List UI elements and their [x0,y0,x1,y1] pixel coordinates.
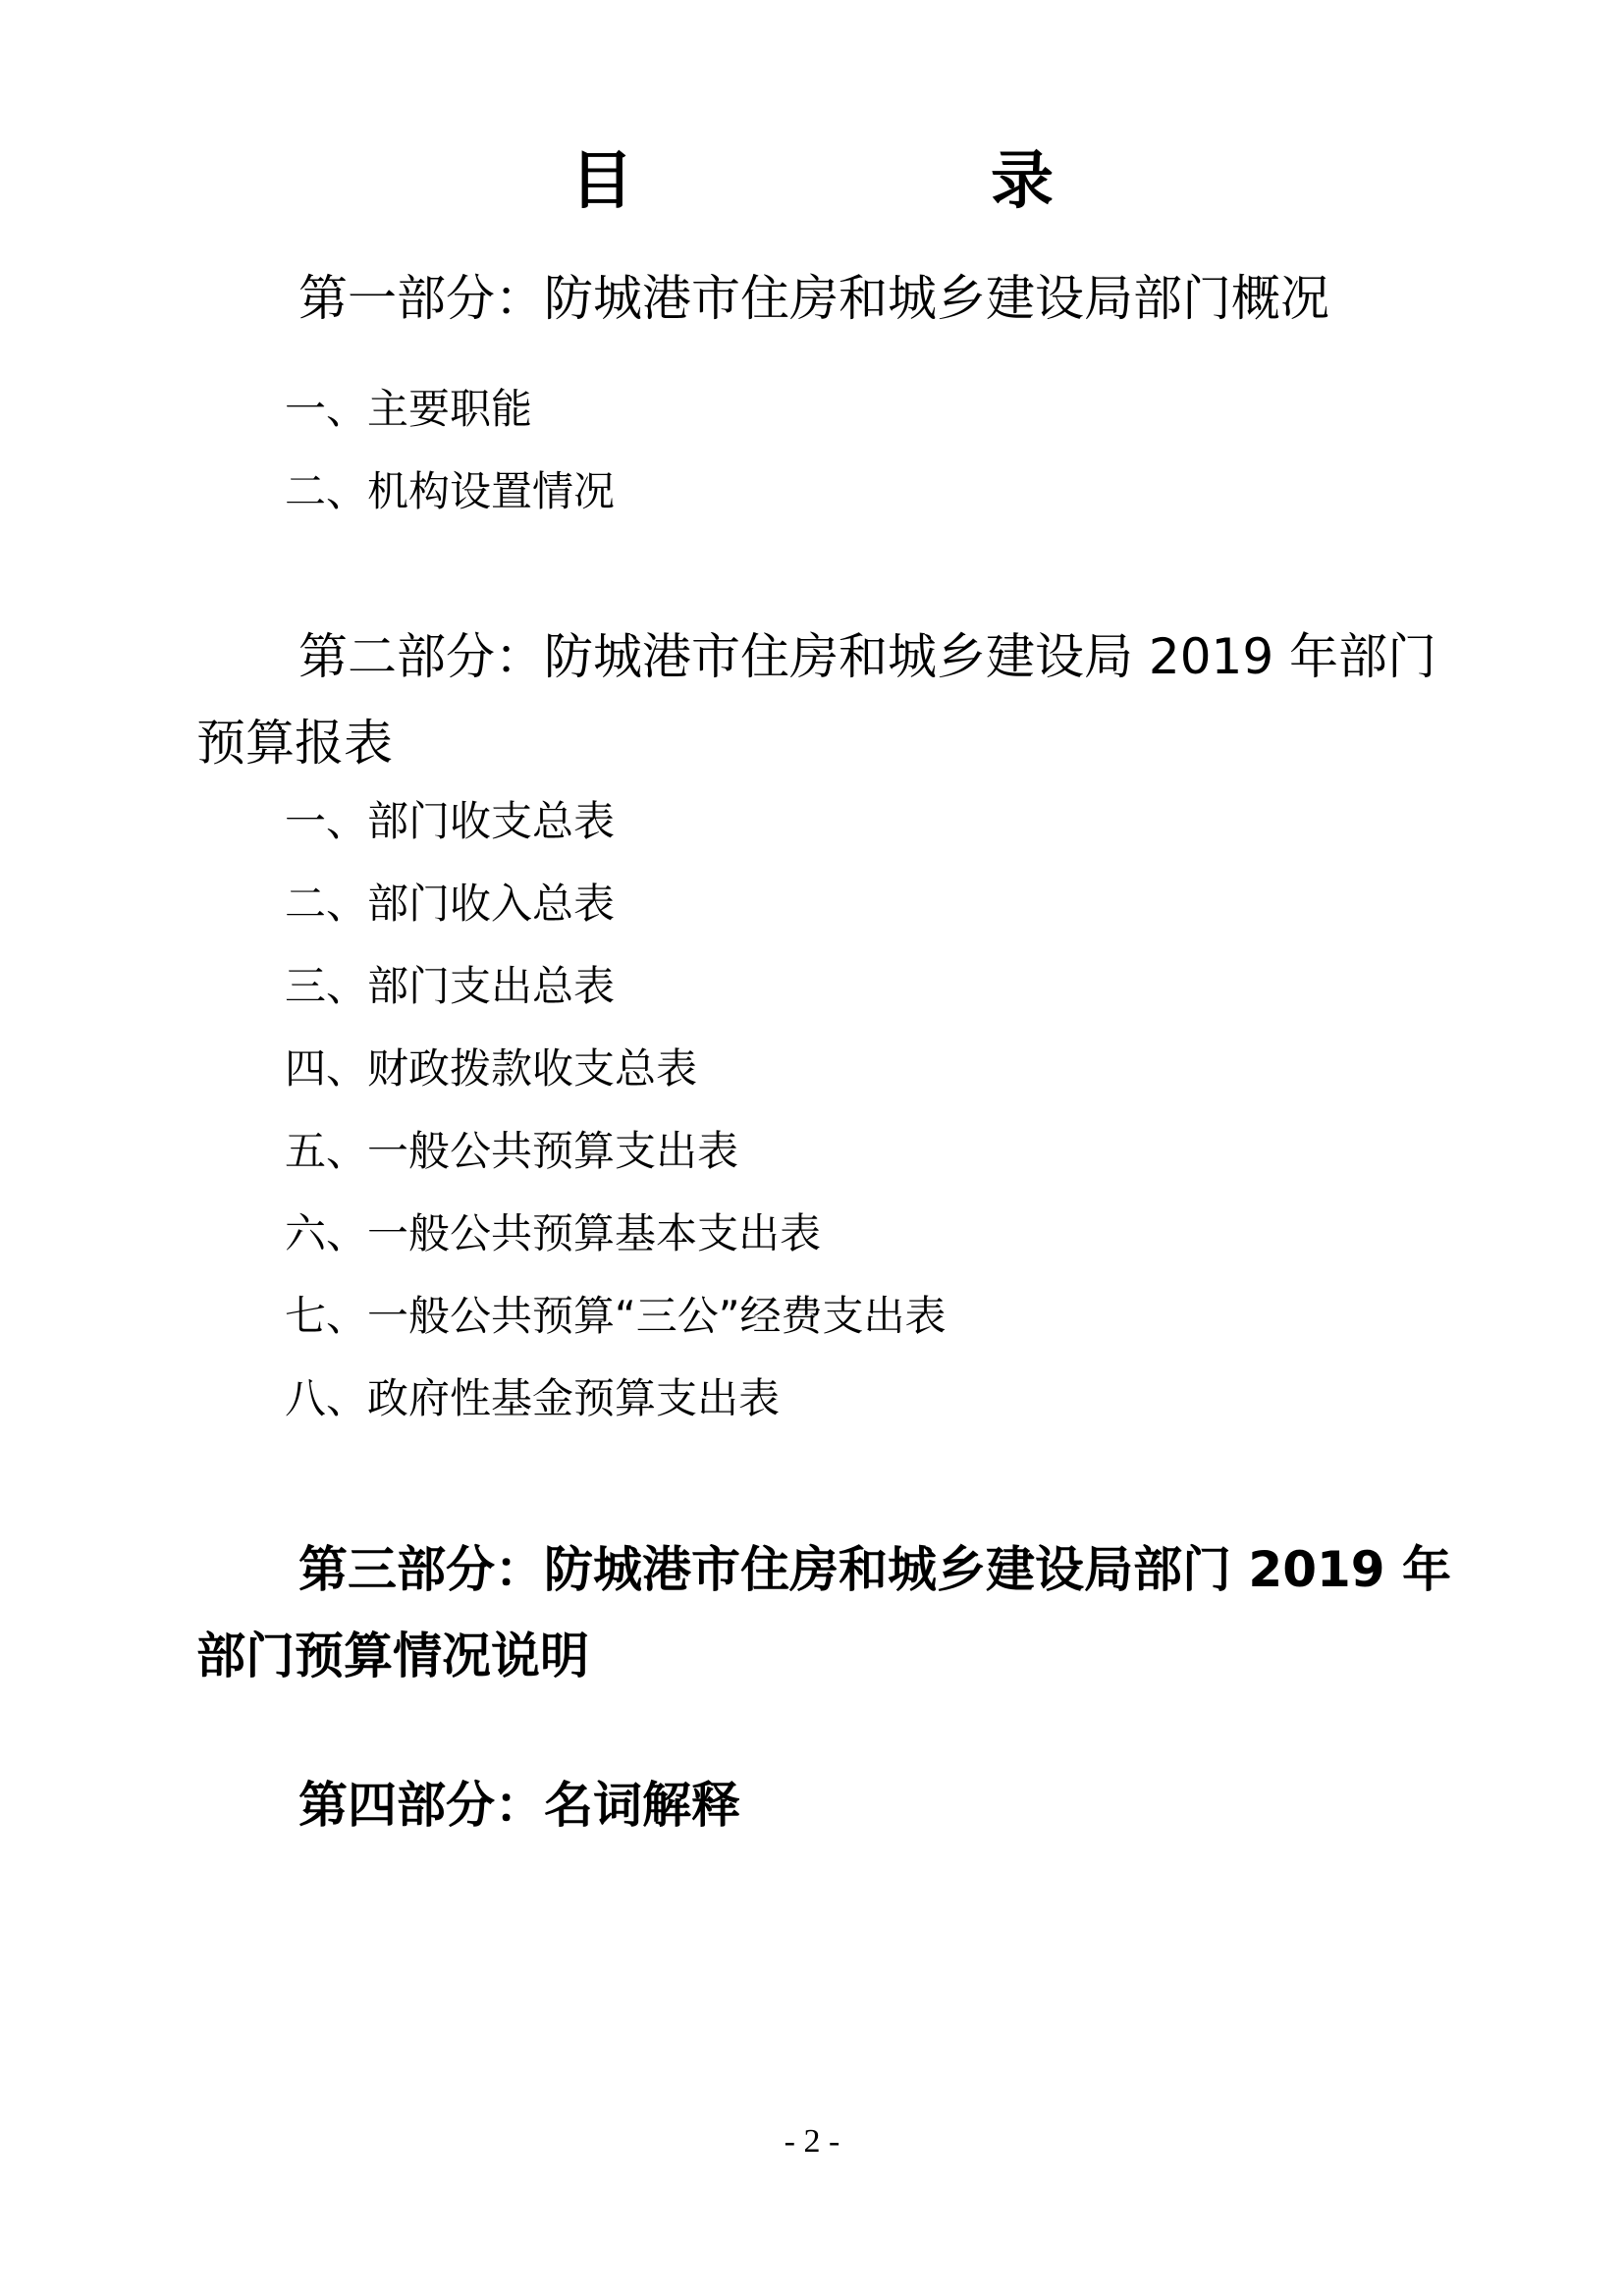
list-item: 七、一般公共预算“三公”经费支出表 [285,1292,947,1340]
part-2-item-list [285,780,947,1440]
list-item: 八、政府性基金预算支出表 [285,1374,781,1422]
part-2-heading: 第二部分：防城港市住房和城乡建设局 2019 年部门预算报表 [196,628,1437,772]
part-1-item-list [285,368,615,533]
list-item: 二、部门收入总表 [285,880,616,928]
page-title: 目 录 [570,145,1201,218]
list-item: 五、一般公共预算支出表 [285,1127,739,1175]
page-number: - 2 - [784,2123,840,2160]
list-item: 二、机构设置情况 [285,467,616,515]
list-item: 一、主要职能 [285,385,533,433]
list-item: 六、一般公共预算基本支出表 [285,1209,822,1257]
part-3-heading: 第三部分：防城港市住房和城乡建设局部门 2019 年部门预算情况说明 [196,1541,1451,1684]
list-item: 一、部门收支总表 [285,797,616,845]
part-4-heading: 第四部分：名词解释 [298,1777,740,1834]
list-item: 三、部门支出总表 [285,962,616,1010]
list-item: 四、财政拨款收支总表 [285,1044,698,1093]
part-1-heading: 第一部分：防城港市住房和城乡建设局部门概况 [298,270,1329,327]
